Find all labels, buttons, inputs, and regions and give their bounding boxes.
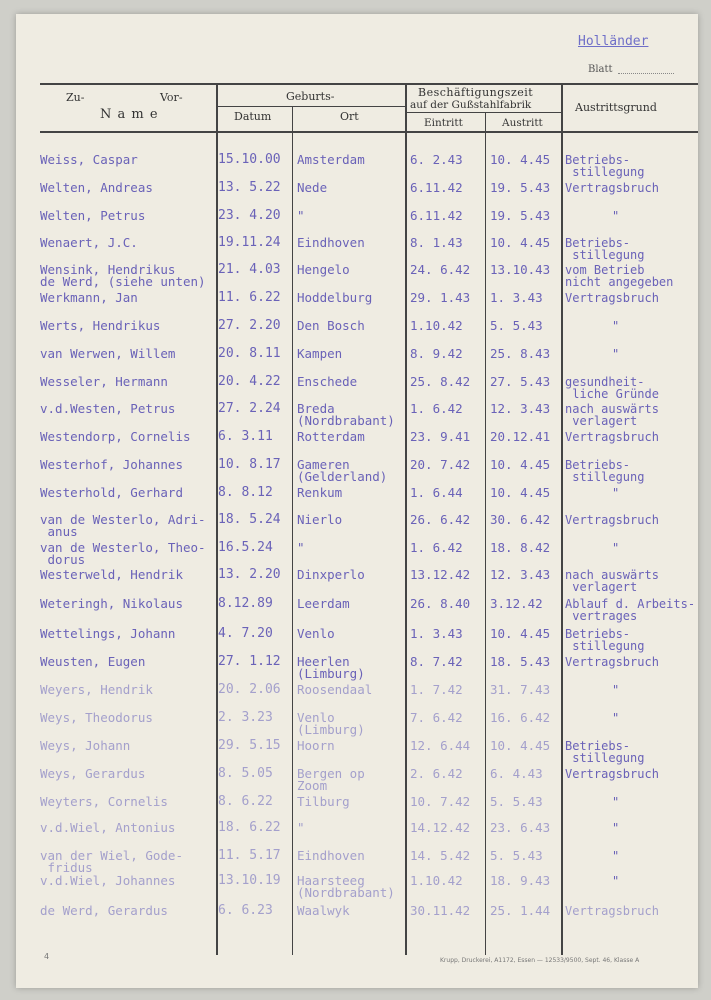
cell-ort: Breda (Nordbrabant)	[297, 401, 395, 428]
cell-eintritt: 1. 6.42	[410, 540, 463, 555]
header-zu: Zu-	[66, 91, 85, 104]
cell-austritt: 31. 7.43	[490, 682, 551, 697]
cell-grund: Betriebs- stillegung	[565, 458, 645, 484]
header-eintritt: Eintritt	[424, 117, 463, 129]
cell-name: Werkmann, Jan	[40, 290, 138, 305]
cell-eintritt: 6.11.42	[410, 180, 463, 195]
cell-grund: Vertragsbruch	[565, 430, 659, 444]
cell-ort: Bergen op Zoom	[297, 766, 365, 793]
cell-name: Weys, Gerardus	[40, 766, 146, 781]
cell-eintritt: 1.10.42	[410, 873, 463, 888]
cell-austritt: 10. 4.45	[490, 626, 551, 641]
cell-datum: 2. 3.23	[218, 710, 273, 725]
cell-ort: Gameren (Gelderland)	[297, 457, 388, 484]
cell-austritt: 25. 8.43	[490, 346, 551, 361]
cell-austritt: 12. 3.43	[490, 567, 551, 582]
cell-datum: 20. 4.22	[218, 374, 281, 389]
cell-ort: Eindhoven	[297, 848, 365, 863]
cell-eintritt: 2. 6.42	[410, 766, 463, 781]
cell-grund: "	[612, 541, 620, 555]
sheet-number-label: Blatt	[588, 64, 613, 75]
cell-datum: 29. 5.15	[218, 738, 281, 753]
cell-grund: "	[612, 209, 620, 223]
header-vor: Vor-	[160, 91, 183, 104]
cell-eintritt: 26. 8.40	[410, 596, 471, 611]
cell-ort: Haarsteeg (Nordbrabant)	[297, 873, 395, 900]
cell-name: Weys, Theodorus	[40, 710, 153, 725]
cell-grund: "	[612, 486, 620, 500]
cell-name: van der Wiel, Gode- fridus	[40, 848, 183, 875]
cell-datum: 6. 6.23	[218, 903, 273, 918]
cell-grund: "	[612, 849, 620, 863]
cell-ort: Kampen	[297, 346, 343, 361]
cell-austritt: 12. 3.43	[490, 401, 551, 416]
cell-eintritt: 12. 6.44	[410, 738, 471, 753]
cell-ort: Eindhoven	[297, 235, 365, 250]
cell-ort: Dinxperlo	[297, 567, 365, 582]
cell-ort: Renkum	[297, 485, 343, 500]
cell-name: Westerweld, Hendrik	[40, 567, 183, 582]
cell-datum: 27. 2.20	[218, 318, 281, 333]
cell-austritt: 23. 6.43	[490, 820, 551, 835]
cell-datum: 19.11.24	[218, 235, 281, 250]
cell-datum: 18. 6.22	[218, 820, 281, 835]
cell-name: Weyers, Hendrik	[40, 682, 153, 697]
cell-austritt: 27. 5.43	[490, 374, 551, 389]
cell-eintritt: 8. 9.42	[410, 346, 463, 361]
cell-ort: Hengelo	[297, 262, 350, 277]
cell-grund: "	[612, 347, 620, 361]
cell-austritt: 25. 1.44	[490, 903, 551, 918]
cell-datum: 21. 4.03	[218, 262, 281, 277]
cell-datum: 23. 4.20	[218, 208, 281, 223]
cell-datum: 10. 8.17	[218, 457, 281, 472]
cell-name: Wesseler, Hermann	[40, 374, 168, 389]
cell-datum: 4. 7.20	[218, 626, 273, 641]
cell-eintritt: 6.11.42	[410, 208, 463, 223]
header-besch-2: auf der Gußstahlfabrik	[410, 99, 532, 111]
cell-name: Weys, Johann	[40, 738, 131, 753]
cell-eintritt: 7. 6.42	[410, 710, 463, 725]
header-grund: Austrittsgrund	[575, 101, 657, 114]
cell-name: van de Westerlo, Adri- anus	[40, 512, 206, 539]
cell-ort: Venlo	[297, 626, 335, 641]
cell-ort: "	[297, 540, 305, 555]
cell-name: Westerhold, Gerhard	[40, 485, 183, 500]
geburts-subrule	[216, 106, 405, 107]
cell-grund: nach auswärts verlagert	[565, 402, 659, 428]
cell-name: Welten, Andreas	[40, 180, 153, 195]
cell-name: Westendorp, Cornelis	[40, 429, 191, 444]
cell-name: Westerhof, Johannes	[40, 457, 183, 472]
cell-grund: "	[612, 319, 620, 333]
cell-datum: 16.5.24	[218, 540, 273, 555]
cell-eintritt: 13.12.42	[410, 567, 471, 582]
cell-name: Weyters, Cornelis	[40, 794, 168, 809]
cell-eintritt: 24. 6.42	[410, 262, 471, 277]
cell-austritt: 10. 4.45	[490, 457, 551, 472]
cell-datum: 15.10.00	[218, 152, 281, 167]
header-geburts: Geburts-	[286, 90, 335, 103]
cell-austritt: 10. 4.45	[490, 152, 551, 167]
cell-grund: Betriebs- stillegung	[565, 153, 645, 179]
cell-austritt: 10. 4.45	[490, 235, 551, 250]
cell-name: Welten, Petrus	[40, 208, 146, 223]
cell-ort: Venlo (Limburg)	[297, 710, 365, 737]
cell-grund: "	[612, 711, 620, 725]
cell-grund: Betriebs- stillegung	[565, 627, 645, 653]
cell-grund: Vertragsbruch	[565, 767, 659, 781]
cell-name: van de Westerlo, Theo- dorus	[40, 540, 206, 567]
cell-ort: Tilburg	[297, 794, 350, 809]
cell-ort: Waalwyk	[297, 903, 350, 918]
cell-ort: Heerlen (Limburg)	[297, 654, 365, 681]
cell-ort: Roosendaal	[297, 682, 373, 697]
cell-datum: 8.12.89	[218, 596, 273, 611]
col-divider-austritt	[561, 83, 563, 955]
cell-grund: Vertragsbruch	[565, 513, 659, 527]
header-besch-1: Beschäftigungszeit	[418, 86, 534, 99]
cell-ort: Leerdam	[297, 596, 350, 611]
cell-eintritt: 25. 8.42	[410, 374, 471, 389]
printer-imprint: Krupp, Druckerei, A1172, Essen — 12533/9500, Sept. 46, Klasse A	[440, 957, 640, 964]
cell-name: Wenaert, J.C.	[40, 235, 138, 250]
cell-austritt: 13.10.43	[490, 262, 551, 277]
cell-eintritt: 1. 6.44	[410, 485, 463, 500]
cell-grund: nach auswärts verlagert	[565, 568, 659, 594]
cell-name: v.d.Westen, Petrus	[40, 401, 176, 416]
cell-eintritt: 1. 6.42	[410, 401, 463, 416]
cell-austritt: 10. 4.45	[490, 738, 551, 753]
cell-austritt: 16. 6.42	[490, 710, 551, 725]
cell-grund: Vertragsbruch	[565, 904, 659, 918]
cell-datum: 13.10.19	[218, 873, 281, 888]
cell-grund: "	[612, 874, 620, 888]
cell-eintritt: 10. 7.42	[410, 794, 471, 809]
cell-austritt: 20.12.41	[490, 429, 551, 444]
header-ort: Ort	[340, 110, 359, 123]
cell-austritt: 5. 5.43	[490, 848, 543, 863]
cell-datum: 20. 2.06	[218, 682, 281, 697]
cell-datum: 18. 5.24	[218, 512, 281, 527]
cell-datum: 11. 5.17	[218, 848, 281, 863]
besch-subrule	[405, 112, 561, 113]
sheet-number-line	[618, 73, 674, 74]
cell-ort: Amsterdam	[297, 152, 365, 167]
cell-ort: Enschede	[297, 374, 358, 389]
header-bottom-rule	[40, 131, 698, 133]
header-name: N a m e	[100, 107, 159, 122]
cell-ort: Hoddelburg	[297, 290, 373, 305]
cell-austritt: 18. 9.43	[490, 873, 551, 888]
cell-grund: "	[612, 795, 620, 809]
cell-grund: gesundheit- liche Gründe	[565, 375, 659, 401]
cell-eintritt: 26. 6.42	[410, 512, 471, 527]
nationality-note: Holländer	[578, 34, 649, 49]
cell-austritt: 19. 5.43	[490, 208, 551, 223]
cell-name: v.d.Wiel, Johannes	[40, 873, 176, 888]
cell-name: Weusten, Eugen	[40, 654, 146, 669]
cell-austritt: 6. 4.43	[490, 766, 543, 781]
cell-ort: "	[297, 208, 305, 223]
cell-austritt: 30. 6.42	[490, 512, 551, 527]
cell-grund: "	[612, 683, 620, 697]
cell-name: de Werd, Gerardus	[40, 903, 168, 918]
cell-austritt: 1. 3.43	[490, 290, 543, 305]
cell-datum: 27. 2.24	[218, 401, 281, 416]
cell-eintritt: 8. 1.43	[410, 235, 463, 250]
cell-datum: 8. 5.05	[218, 766, 273, 781]
cell-ort: Hoorn	[297, 738, 335, 753]
cell-grund: Ablauf d. Arbeits- vertrages	[565, 597, 696, 623]
cell-datum: 13. 5.22	[218, 180, 281, 195]
cell-name: Weteringh, Nikolaus	[40, 596, 183, 611]
cell-austritt: 10. 4.45	[490, 485, 551, 500]
cell-eintritt: 14. 5.42	[410, 848, 471, 863]
cell-eintritt: 1.10.42	[410, 318, 463, 333]
cell-ort: Den Bosch	[297, 318, 365, 333]
cell-austritt: 18. 5.43	[490, 654, 551, 669]
cell-austritt: 19. 5.43	[490, 180, 551, 195]
cell-eintritt: 6. 2.43	[410, 152, 463, 167]
cell-eintritt: 23. 9.41	[410, 429, 471, 444]
cell-ort: Nierlo	[297, 512, 343, 527]
table-top-rule	[40, 83, 698, 85]
header-austritt: Austritt	[502, 117, 543, 129]
cell-ort: "	[297, 820, 305, 835]
cell-name: Werts, Hendrikus	[40, 318, 161, 333]
cell-name: Wensink, Hendrikus de Werd, (siehe unten)	[40, 262, 206, 289]
cell-datum: 13. 2.20	[218, 567, 281, 582]
cell-grund: Vertragsbruch	[565, 655, 659, 669]
cell-eintritt: 20. 7.42	[410, 457, 471, 472]
cell-austritt: 5. 5.43	[490, 318, 543, 333]
cell-eintritt: 1. 7.42	[410, 682, 463, 697]
cell-austritt: 18. 8.42	[490, 540, 551, 555]
cell-austritt: 5. 5.43	[490, 794, 543, 809]
cell-datum: 8. 8.12	[218, 485, 273, 500]
cell-datum: 20. 8.11	[218, 346, 281, 361]
cell-grund: vom Betrieb nicht angegeben	[565, 263, 674, 289]
cell-name: van Werwen, Willem	[40, 346, 176, 361]
cell-eintritt: 14.12.42	[410, 820, 471, 835]
cell-datum: 27. 1.12	[218, 654, 281, 669]
cell-eintritt: 30.11.42	[410, 903, 471, 918]
cell-name: Weiss, Caspar	[40, 152, 138, 167]
cell-datum: 8. 6.22	[218, 794, 273, 809]
cell-grund: Vertragsbruch	[565, 181, 659, 195]
cell-ort: Rotterdam	[297, 429, 365, 444]
cell-eintritt: 8. 7.42	[410, 654, 463, 669]
col-divider-datum	[292, 106, 293, 955]
cell-austritt: 3.12.42	[490, 596, 543, 611]
cell-grund: Vertragsbruch	[565, 291, 659, 305]
cell-grund: Betriebs- stillegung	[565, 739, 645, 765]
header-datum: Datum	[234, 110, 272, 123]
cell-datum: 11. 6.22	[218, 290, 281, 305]
cell-grund: Betriebs- stillegung	[565, 236, 645, 262]
cell-eintritt: 29. 1.43	[410, 290, 471, 305]
cell-ort: Nede	[297, 180, 328, 195]
cell-name: Wettelings, Johann	[40, 626, 176, 641]
cell-name: v.d.Wiel, Antonius	[40, 820, 176, 835]
cell-datum: 6. 3.11	[218, 429, 273, 444]
col-divider-eintritt	[485, 112, 486, 955]
col-divider-ort	[405, 83, 407, 955]
cell-grund: "	[612, 821, 620, 835]
cell-eintritt: 1. 3.43	[410, 626, 463, 641]
corner-mark: 4	[44, 952, 50, 961]
